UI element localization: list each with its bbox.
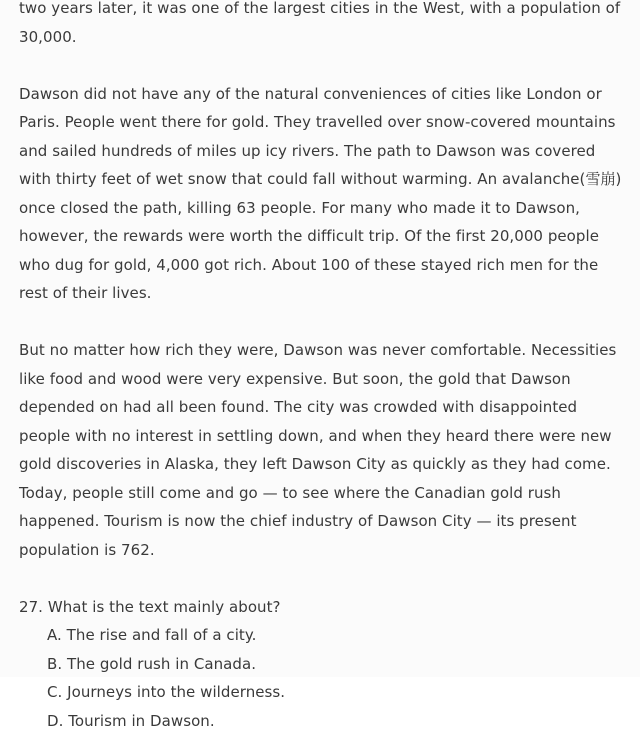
passage-paragraph-3: But no matter how rich they were, Dawson was never comfortable. Necessities like food and wood were very expensive. But soon, the gold that Dawson depended on had all been found. The city was crowded with disappointed people with no interest in settling down, and when they heard there were new gold discoveries in Alaska, they left Dawson City as quickly as they had come. Today, people still come and go — to see where the Canadian gold rush happened. Tourism is now the chief industry of Dawson City — its present population is 762.: [19, 336, 632, 564]
answer-option-a: A. The rise and fall of a city.: [47, 621, 632, 650]
passage-paragraph-2: Dawson did not have any of the natural conveniences of cities like London or Paris. People went there for gold. They travelled over snow-covered mountains and sailed hundreds of miles up icy rivers. The path to Dawson was covered with thirty feet of wet snow that could fall without warming. An avalanche(雪崩) once closed the path, killing 63 people. For many who made it to Dawson, however, the rewards were worth the difficult trip. Of the first 20,000 people who dug for gold, 4,000 got rich. About 100 of these stayed rich men for the rest of their lives.: [19, 80, 632, 308]
question-prompt: 27. What is the text mainly about?: [19, 593, 632, 622]
question-block: [19, 593, 632, 735]
answer-option-c: C. Journeys into the wilderness.: [47, 678, 632, 707]
answer-option-d: D. Tourism in Dawson.: [47, 707, 632, 735]
answer-options: [19, 621, 632, 735]
answer-option-b: B. The gold rush in Canada.: [47, 650, 632, 679]
passage-paragraph-1: two years later, it was one of the largest cities in the West, with a population of 30,000.: [19, 0, 632, 51]
